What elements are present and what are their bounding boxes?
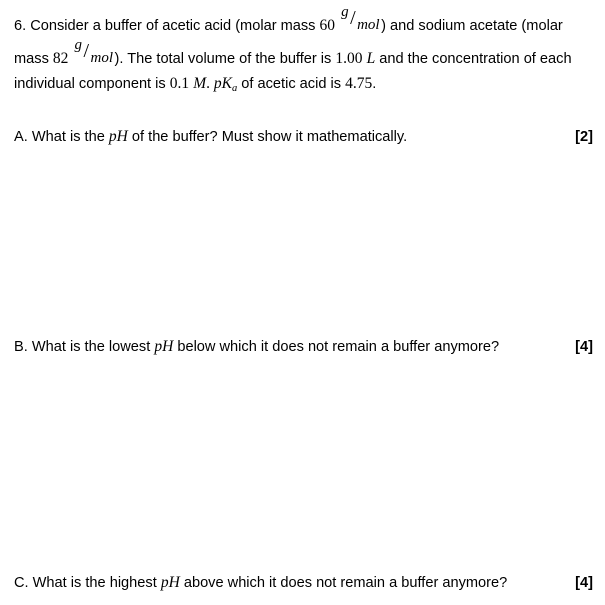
math-molar-mass-acetic: 60 <box>319 17 336 34</box>
stem-text: individual component is <box>14 76 170 92</box>
stem-text: mass <box>14 51 53 67</box>
math-pka: $pK_a$ <box>213 75 238 94</box>
stem-text: . <box>372 76 377 92</box>
math-ph: pH <box>108 128 128 145</box>
part-a-text: A. What is the pH of the buffer? Must show it mathematically. <box>14 128 408 145</box>
math-ph: pH <box>154 338 174 355</box>
math-concentration: 0.1 <box>169 75 190 92</box>
math-volume: 1.00 <box>335 50 363 67</box>
math-ph: pH <box>160 574 180 591</box>
stem-text: Consider a buffer of acetic acid (molar mass <box>30 18 320 34</box>
math-molar-mass-acetate: 82 <box>52 50 69 67</box>
unit-g-per-mol: g / mol <box>341 4 380 33</box>
question-line-3 <box>14 75 376 98</box>
stem-text: of acetic acid is <box>237 76 346 92</box>
math-unit-liter: L <box>366 50 376 67</box>
stem-text: ). The total volume of the buffer is <box>114 51 336 67</box>
part-c-text: C. What is the highest pH above which it does not remain a buffer anymore? <box>14 574 508 591</box>
stem-text: and the concentration of each <box>375 51 572 67</box>
part-b-marks: [4] <box>575 339 593 355</box>
part-b-text: B. What is the lowest pH below which it does not remain a buffer anymore? <box>14 338 500 355</box>
stem-text: ) and sodium acetate (molar <box>381 18 563 34</box>
math-pka-value: 4.75 <box>345 75 373 92</box>
question-line-1 <box>14 4 563 35</box>
part-a-marks: [2] <box>575 129 593 145</box>
math-unit-molar: M <box>193 75 207 92</box>
unit-g-per-mol: g / mol <box>74 37 113 66</box>
stem-text: . <box>206 75 214 92</box>
question-number: 6. <box>14 18 27 34</box>
question-line-2 <box>14 37 572 68</box>
part-c-marks: [4] <box>575 575 593 591</box>
